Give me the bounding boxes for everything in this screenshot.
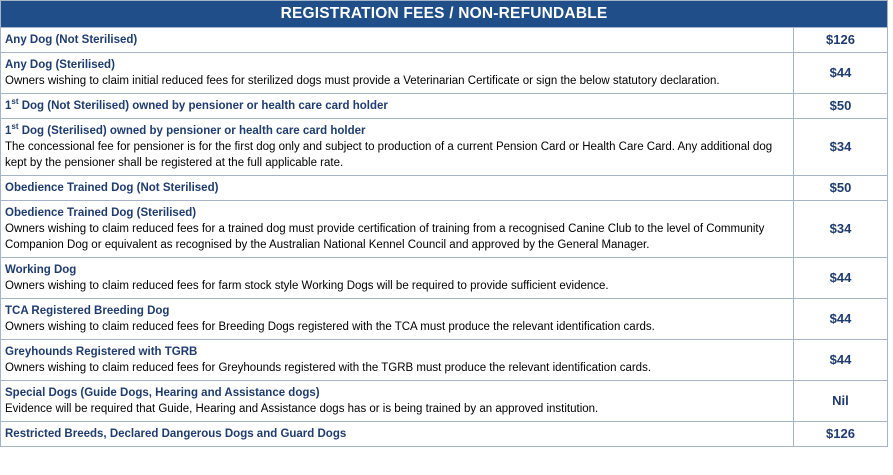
fee-category-description: The concessional fee for pensioner is for the first dog only and subject to production of a current Pension Card or Health Care Card. Any additional dog kept by the pensioner shall be registered at the full applicable rate. — [5, 141, 773, 169]
ordinal-number: 1 — [5, 100, 12, 112]
fee-category-title-text: Dog (Sterilised) owned by pensioner or health care card holder — [18, 125, 366, 137]
fee-category-title: Obedience Trained Dog (Not Sterilised) — [5, 182, 219, 194]
fee-amount: $44 — [793, 258, 887, 299]
fee-amount: $34 — [793, 201, 887, 258]
fee-category-description: Owners wishing to claim reduced fees for Breeding Dogs registered with the TCA must produce the relevant identification cards. — [5, 321, 655, 333]
table-header-row — [1, 1, 888, 28]
fee-amount: $44 — [793, 299, 887, 340]
table-row — [1, 53, 888, 94]
table-row — [1, 422, 888, 447]
fee-category-description: Owners wishing to claim reduced fees for farm stock style Working Dogs will be required to provide sufficient evidence. — [5, 280, 609, 292]
table-row — [1, 258, 888, 299]
fee-category-title: Any Dog (Sterilised) — [5, 59, 115, 71]
table-row — [1, 201, 888, 258]
table-row — [1, 119, 888, 176]
fee-category-cell — [1, 119, 794, 176]
fee-category-title: Any Dog (Not Sterilised) — [5, 34, 138, 46]
fee-amount: $50 — [793, 176, 887, 201]
fee-category-title: Greyhounds Registered with TGRB — [5, 346, 198, 358]
fee-category-cell — [1, 340, 794, 381]
fee-amount: $50 — [793, 94, 887, 119]
fee-category-cell — [1, 258, 794, 299]
fee-category-title: Obedience Trained Dog (Sterilised) — [5, 207, 197, 219]
fee-amount: $126 — [793, 28, 887, 53]
fee-category-cell — [1, 94, 794, 119]
fee-category-description: Evidence will be required that Guide, Hearing and Assistance dogs has or is being trained by an approved institution. — [5, 403, 599, 415]
fee-category-title — [5, 123, 789, 139]
fee-amount: $44 — [793, 53, 887, 94]
table-row — [1, 340, 888, 381]
fee-category-description: Owners wishing to claim initial reduced fees for sterilized dogs must provide a Veterinarian Certificate or sign the below statutory declaration. — [5, 75, 720, 87]
fee-amount: Nil — [793, 381, 887, 422]
ordinal-number: 1 — [5, 125, 12, 137]
table-row — [1, 299, 888, 340]
fee-category-title: Special Dogs (Guide Dogs, Hearing and Assistance dogs) — [5, 387, 320, 399]
fee-amount: $34 — [793, 119, 887, 176]
fee-category-title: TCA Registered Breeding Dog — [5, 305, 170, 317]
table-row — [1, 94, 888, 119]
fee-category-title: Working Dog — [5, 264, 77, 276]
fee-category-cell — [1, 422, 794, 447]
fee-category-cell — [1, 176, 794, 201]
table-title: REGISTRATION FEES / NON-REFUNDABLE — [1, 1, 888, 28]
fee-category-title — [5, 98, 789, 114]
ordinal-suffix: st — [11, 122, 19, 132]
ordinal-suffix: st — [11, 97, 19, 107]
table-row — [1, 176, 888, 201]
fee-amount: $44 — [793, 340, 887, 381]
fee-category-cell — [1, 299, 794, 340]
fee-category-cell — [1, 28, 794, 53]
fee-category-description: Owners wishing to claim reduced fees for a trained dog must provide certification of training from a recognised Canine Club to the level of Community Companion Dog or equivalent as recognised by the Australian National Kennel Council and approved by the General Manager. — [5, 223, 765, 251]
fee-category-cell — [1, 201, 794, 258]
fee-category-cell — [1, 381, 794, 422]
fee-category-title: Restricted Breeds, Declared Dangerous Dogs and Guard Dogs — [5, 428, 347, 440]
fee-category-title-text: Dog (Not Sterilised) owned by pensioner or health care card holder — [18, 100, 388, 112]
fee-amount: $126 — [793, 422, 887, 447]
fee-category-cell — [1, 53, 794, 94]
table-row — [1, 28, 888, 53]
table-row — [1, 381, 888, 422]
fee-category-description: Owners wishing to claim reduced fees for Greyhounds registered with the TGRB must produce the relevant identification cards. — [5, 362, 652, 374]
